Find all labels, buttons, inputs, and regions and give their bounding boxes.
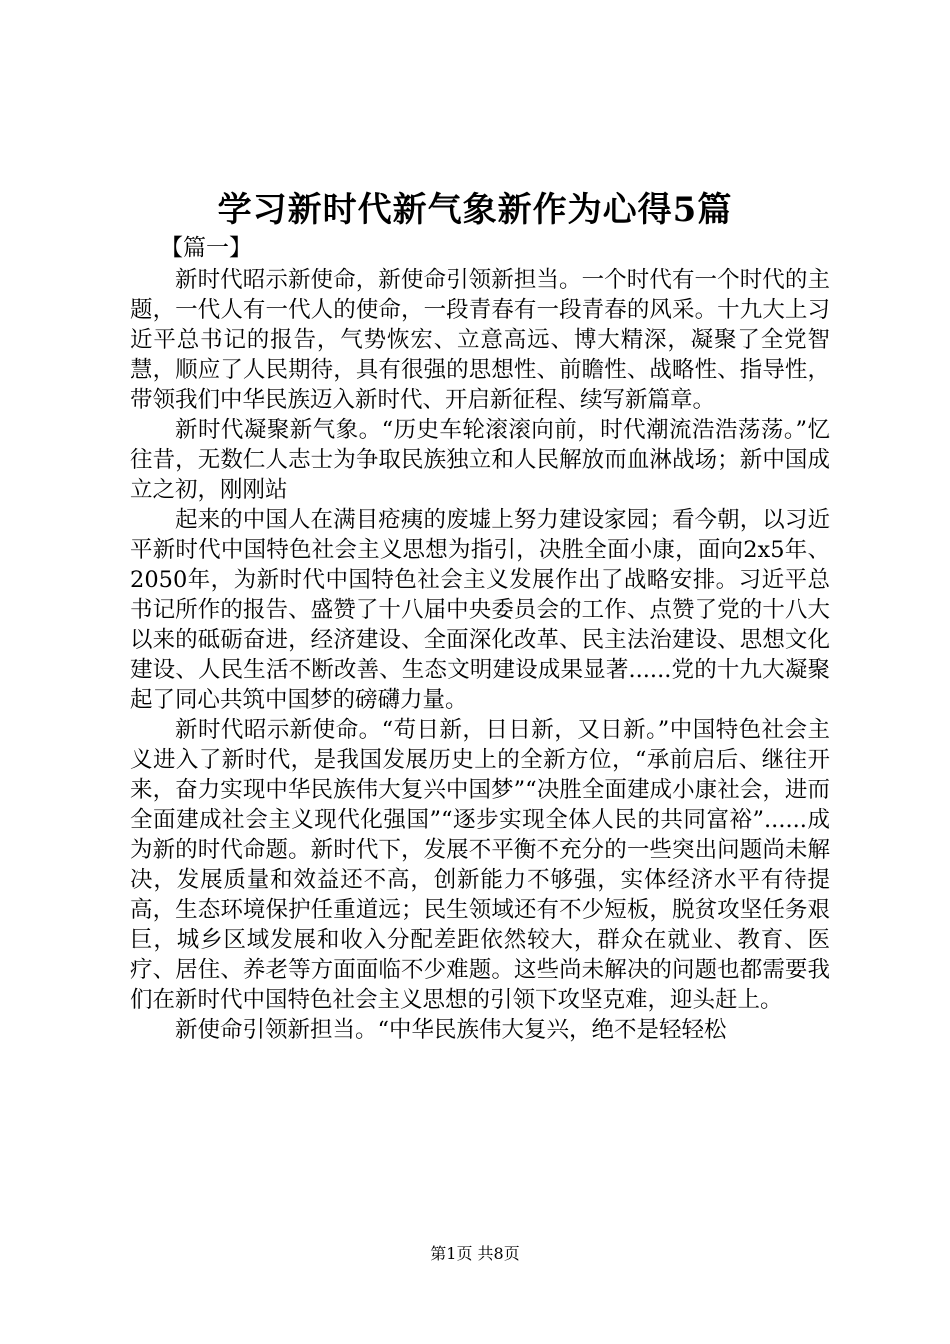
page-footer: 第1页 共8页 — [430, 1244, 520, 1263]
paragraph: 新时代昭示新使命。“苟日新，日日新，又日新。”中国特色社会主义进入了新时代，是我国发展历史上的全新方位，“承前启后、继往开来，奋力实现中华民族伟大复兴中国梦”“决胜全面建成小康社会，进而全面建成社会主义现代化强国”“逐步实现全体人民的共同富裕”......成为新的时代命题。新时代下，发展不平衡不充分的一些突出问题尚未解决，发展质量和效益还不高，创新能力不够强，实体经济水平有待提高，生态环境保护任重道远；民生领域还有不少短板，脱贫攻坚任务艰巨，城乡区域发展和收入分配差距依然较大，群众在就业、教育、医疗、居住、养老等方面面临不少难题。这些尚未解决的问题也都需要我们在新时代中国特色社会主义思想的引领下攻坚克难，迎头赶上。 — [130, 717, 830, 1013]
paragraph: 新时代昭示新使命，新使命引领新担当。一个时代有一个时代的主题，一代人有一代人的使命，一段青春有一段青春的风采。十九大上习近平总书记的报告，气势恢宏、立意高远、博大精深，凝聚了全党智慧，顺应了人民期待，具有很强的思想性、前瞻性、战略性、指导性，带领我们中华民族迈入新时代、开启新征程、续写新篇章。 — [130, 267, 830, 413]
paragraph: 起来的中国人在满目疮痍的废墟上努力建设家园；看今朝，以习近平新时代中国特色社会主义思想为指引，决胜全面小康，面向2x5年、2050年，为新时代中国特色社会主义发展作出了战略安排。习近平总书记所作的报告、盛赞了十八届中央委员会的工作、点赞了党的十八大以来的砥砺奋进，经济建设、全面深化改革、民主法治建设、思想文化建设、人民生活不断改善、生态文明建设成果显著......党的十九大凝聚起了同心共筑中国梦的磅礴力量。 — [130, 507, 830, 713]
section-label: 【篇一】 — [160, 235, 252, 261]
paragraph: 新使命引领新担当。“中华民族伟大复兴，绝不是轻轻松 — [175, 1017, 727, 1043]
document-title: 学习新时代新气象新作为心得5篇 — [217, 190, 733, 230]
paragraph: 新时代凝聚新气象。“历史车轮滚滚向前，时代潮流浩浩荡荡。”忆往昔，无数仁人志士为争取民族独立和人民解放而血淋战场；新中国成立之初，刚刚站 — [130, 417, 830, 503]
document-body — [130, 265, 830, 1045]
